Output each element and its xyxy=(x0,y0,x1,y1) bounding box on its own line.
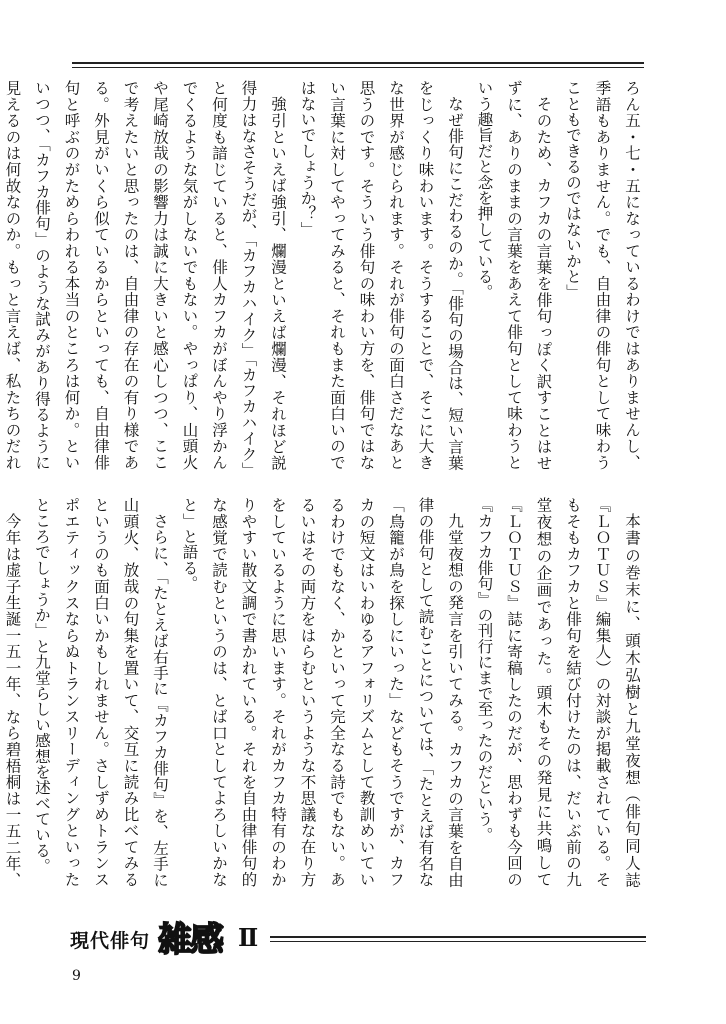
paragraph: 本書の巻末に、頭木弘樹と九堂夜想（俳句同人誌『ＬＯＴＵＳ』編集人）の対談が掲載されている。そもそもカフカと俳句を結び付けたのは、だいぶ前の九堂夜想の企画であった。頭木もその発見に共鳴して『ＬＯＴＵＳ』誌に寄稿したのだが、思わずも今回の『カフカ俳句』の刊行にまで至ったのだという。 xyxy=(475,497,641,887)
top-rule xyxy=(72,62,644,64)
paragraph: 九堂夜想の発言を引いてみる。カフカの言葉を自由律の俳句として読むことについては、「たとえば有名な「鳥籠が鳥を探しにいった」などもそうですが、カフカの短文はいわゆるアフォリズムとして教訓めいているわけでもなく、かといって完全なる詩でもない。あるいはその両方をはらむというような不思議な在り方をしているように思います。それがカフカ特有のわかりやすい散文調で書かれている。それを自由律俳句的な感覚で読むというのは、とば口としてよろしいかなと」と語る。 xyxy=(180,497,464,887)
series-title-kanji: 現代俳句 xyxy=(70,930,151,952)
page-number: 9 xyxy=(72,968,81,984)
paragraph: 強引といえば強引、爛漫といえば爛漫、それほど説得力はなさそうだが、「カフカハイク」「カフカハイク」と何度も諳じていると、俳人カフカがぼんやり浮かんでくるような気がしないでもない。やっぱり、山頭火や尾崎放哉の影響力は誠に大きいと感心しつつ、ここで考えたいと思ったのは、自由律の存在の有り様である。外見がいくら似ているからといっても、自由律俳句と呼ぶのがためらわれる本当のところは何か。といいつつ、「カフカ俳句」のような試みがあり得るように見えるのは何故なのか。もっと言えば、私たちのだれ xyxy=(3,80,287,470)
footer-rule xyxy=(270,936,646,938)
paragraph: 今年は虚子生誕一五一年、なら碧梧桐は一五二年、 xyxy=(3,512,22,887)
series-title-logo: 雑感 xyxy=(158,920,222,960)
paragraph: ろん五・七・五になっているわけではありませんし、季語もありません。でも、自由律の俳句として味わうこともできるのではないかと」 xyxy=(564,80,641,470)
paragraph: そのため、カフカの言葉を俳句っぽく訳すことはせずに、ありのままの言葉をあえて俳句として味わうという趣旨だと念を押している。 xyxy=(475,80,553,470)
series-title-roman: Ⅱ xyxy=(238,923,259,952)
footer-rule-thin xyxy=(270,941,646,942)
series-title xyxy=(70,918,650,962)
top-rule-thin xyxy=(72,67,644,68)
article-upper-block xyxy=(3,80,646,470)
paragraph: なぜ俳句にこだわるのか。「俳句の場合は、短い言葉をじっくり味わいます。そうすることで、そこに大きな世界が感じられます。それが俳句の面白さだなあと思うのです。そういう俳句の味わい方を、俳句ではない言葉に対してやってみると、それもまた面白いのではないでしょうか？」 xyxy=(298,80,464,470)
article-lower-block xyxy=(3,497,646,887)
paragraph: さらに、「たとえば右手に『カフカ俳句』を、左手に山頭火、放哉の句集を置いて、交互に読み比べてみるというのも面白いかもしれません。さしずめトランスポエティックスならぬトランスリーディングといったところでしょうか」と九堂らしい感想を述べている。 xyxy=(33,497,169,887)
